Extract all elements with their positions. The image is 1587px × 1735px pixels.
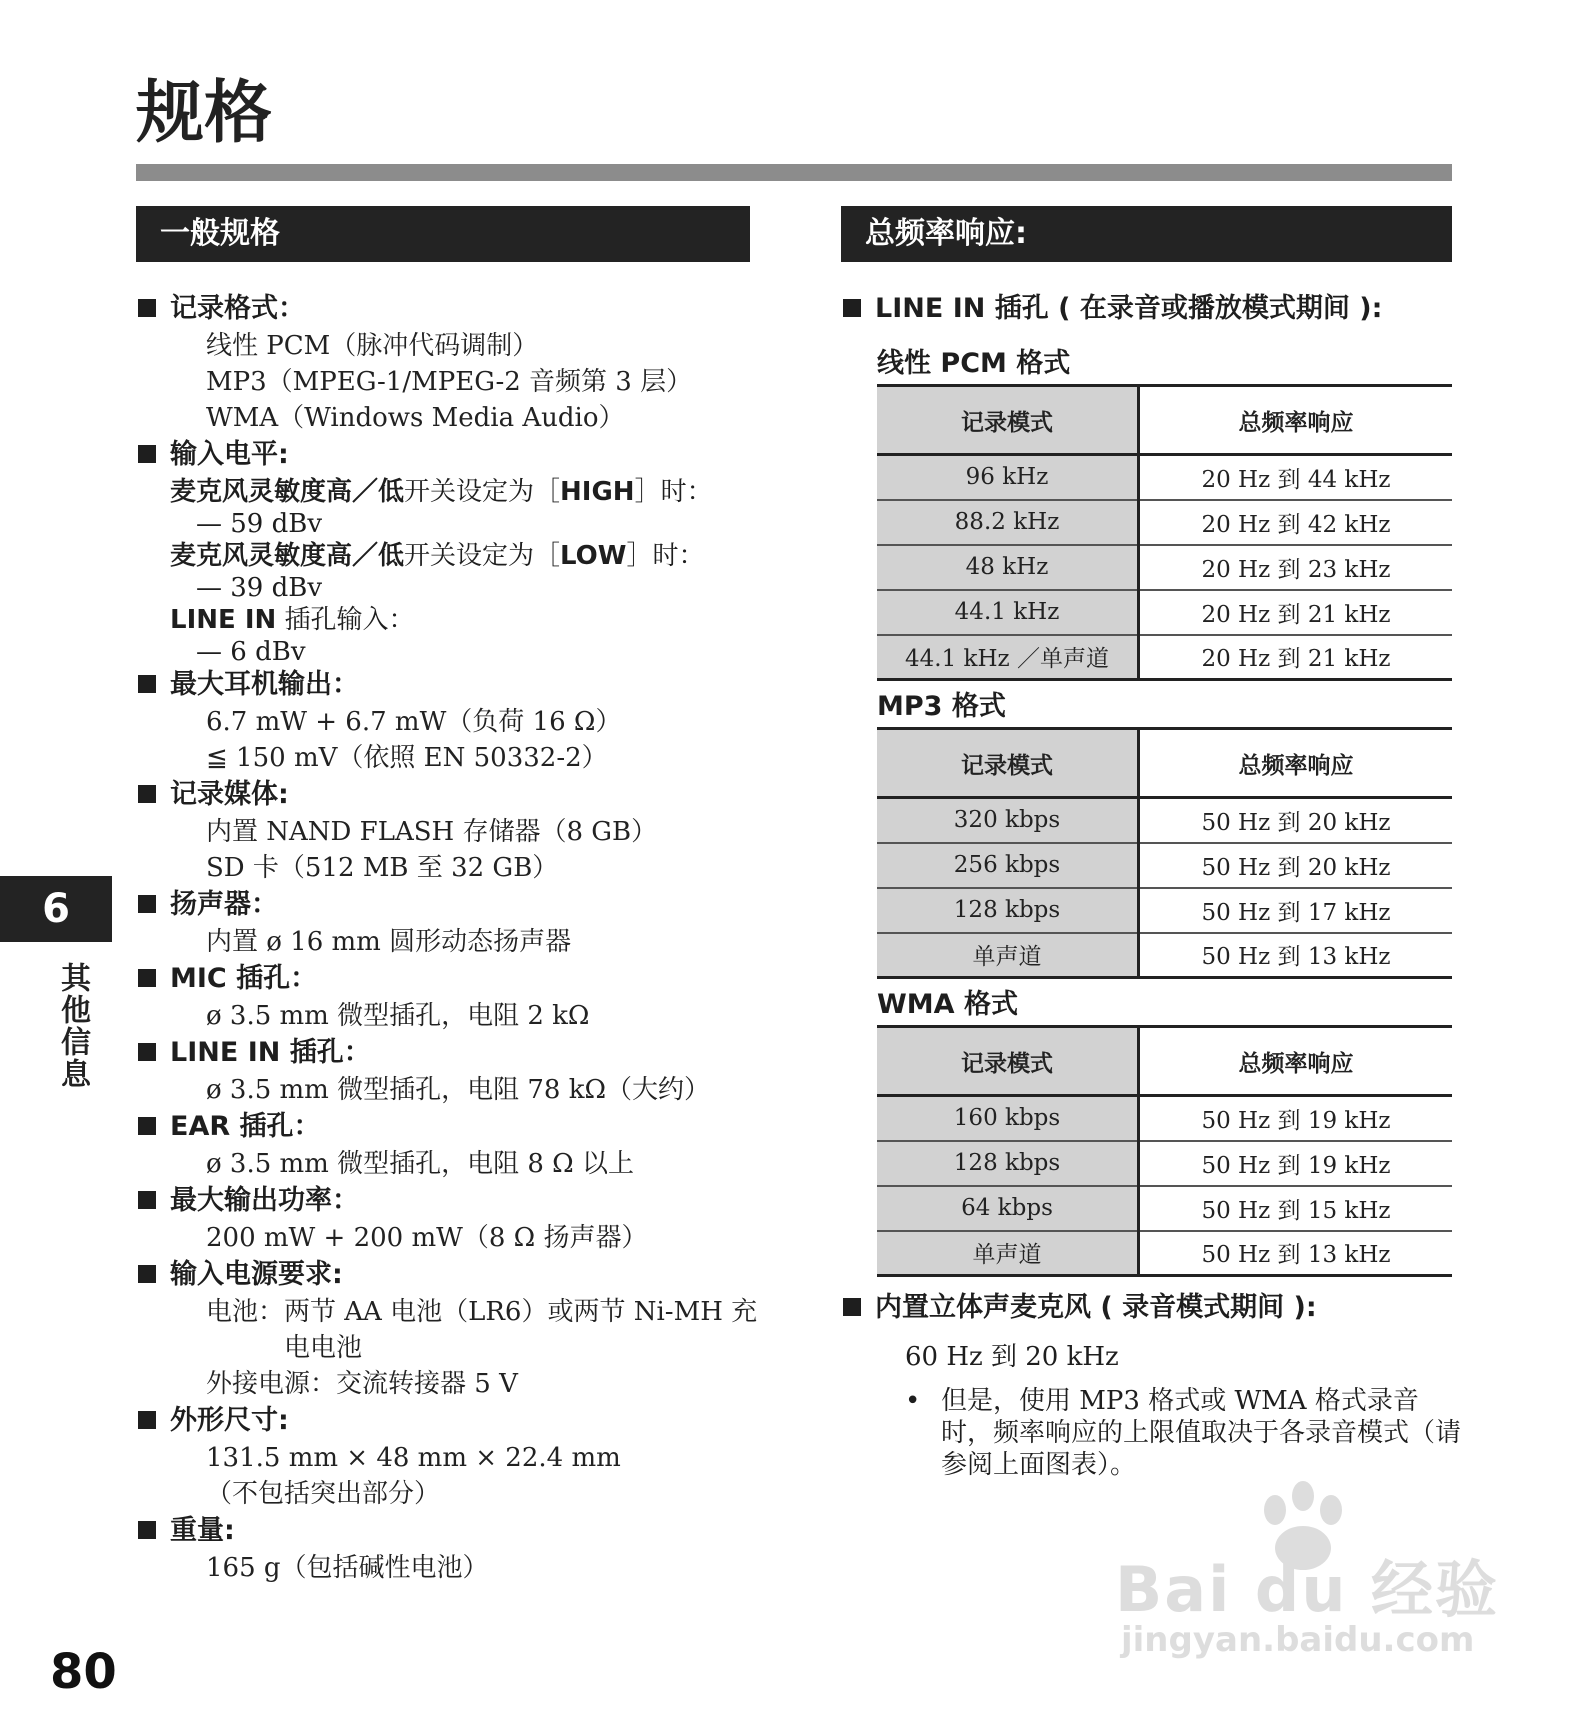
spec-weight — [136, 1512, 756, 1586]
spec-value: 电池：两节 AA 电池（LR6）或两节 Ni-MH 充 — [206, 1297, 758, 1327]
table-row: 128 kbps 50 Hz 到 19 kHz — [877, 1141, 1452, 1186]
spec-value: ø 3.5 mm 微型插孔，电阻 2 kΩ — [206, 1001, 590, 1031]
table-row: 单声道 50 Hz 到 13 kHz — [877, 1231, 1452, 1276]
line-in-heading: LINE IN 插孔 ( 在录音或播放模式期间 ): — [875, 293, 1383, 324]
bullet-square-icon — [138, 785, 156, 803]
spec-value: SD 卡（512 MB 至 32 GB） — [206, 853, 559, 883]
note — [841, 1385, 1461, 1481]
spec-mic-jack — [136, 960, 756, 1034]
spec-head: MIC 插孔： — [170, 963, 318, 994]
bullet-square-icon — [138, 1043, 156, 1061]
column-header-mode: 记录模式 — [877, 386, 1139, 455]
note-text: 但是，使用 MP3 格式或 WMA 格式录音时，频率响应的上限值取决于各录音模式（请参阅上面图表）。 — [941, 1386, 1462, 1480]
bullet-square-icon — [843, 1298, 861, 1316]
table-row: 88.2 kHz 20 Hz 到 42 kHz — [877, 500, 1452, 545]
input-level-line-label: LINE IN 插孔输入： — [170, 605, 415, 635]
spec-value: 内置 NAND FLASH 存储器（8 GB） — [206, 817, 658, 847]
baidu-watermark — [1115, 1480, 1500, 1670]
spec-head: LINE IN 插孔： — [170, 1037, 371, 1068]
spec-value: MP3（MPEG-1/MPEG-2 音频第 3 层） — [206, 367, 693, 397]
chapter-tab: 6 — [0, 876, 112, 942]
spec-ear-jack — [136, 1108, 756, 1182]
table-row: 320 kbps 50 Hz 到 20 kHz — [877, 798, 1452, 843]
spec-value: 内置 ø 16 mm 圆形动态扬声器 — [206, 927, 572, 957]
input-level-low-label: 麦克风灵敏度高／低开关设定为［LOW］时： — [170, 541, 705, 571]
page-title: 规格 — [136, 74, 273, 153]
table-row: 128 kbps 50 Hz 到 17 kHz — [877, 888, 1452, 933]
column-header-mode: 记录模式 — [877, 729, 1139, 798]
spec-head: 记录格式： — [170, 293, 305, 324]
pcm-table — [877, 384, 1452, 681]
input-level-high-value: — 59 dBv — [196, 509, 323, 539]
spec-value: ø 3.5 mm 微型插孔，电阻 78 kΩ（大约） — [206, 1075, 711, 1105]
bullet-square-icon — [138, 1411, 156, 1429]
general-spec-header: 一般规格 — [136, 206, 750, 262]
spec-value: WMA（Windows Media Audio） — [206, 403, 625, 433]
bullet-square-icon — [138, 445, 156, 463]
watermark-url: jingyan.baidu.com — [1121, 1620, 1475, 1660]
bullet-square-icon — [843, 299, 861, 317]
spec-recording-format — [136, 290, 756, 436]
table-row: 单声道 50 Hz 到 13 kHz — [877, 933, 1452, 978]
spec-head: 外形尺寸: — [170, 1405, 289, 1436]
spec-head: 扬声器： — [170, 889, 278, 920]
page-number: 80 — [50, 1644, 117, 1700]
spec-value: ø 3.5 mm 微型插孔，电阻 8 Ω 以上 — [206, 1149, 634, 1179]
bullet-dot-icon: • — [905, 1386, 921, 1416]
spec-input-level — [136, 436, 756, 666]
table-row: 256 kbps 50 Hz 到 20 kHz — [877, 843, 1452, 888]
spec-head: 重量: — [170, 1515, 235, 1546]
spec-speaker — [136, 886, 756, 960]
bullet-square-icon — [138, 1521, 156, 1539]
spec-dimensions — [136, 1402, 756, 1512]
spec-value: （不包括突出部分） — [206, 1479, 441, 1509]
spec-line-in-jack — [136, 1034, 756, 1108]
table-row: 44.1 kHz ／单声道 20 Hz 到 21 kHz — [877, 635, 1452, 680]
watermark-brand: Bai du 经验 — [1115, 1553, 1500, 1626]
spec-head: 最大输出功率： — [170, 1185, 359, 1216]
general-spec-list — [136, 290, 756, 1586]
mic-heading: 内置立体声麦克风 ( 录音模式期间 ): — [875, 1292, 1317, 1323]
mp3-format-label: MP3 格式 — [877, 691, 1006, 722]
column-header-response: 总频率响应 — [1238, 409, 1354, 436]
column-header-response: 总频率响应 — [1238, 1050, 1354, 1077]
mp3-table — [877, 727, 1452, 979]
pcm-format-label: 线性 PCM 格式 — [877, 348, 1071, 379]
table-row: 160 kbps 50 Hz 到 19 kHz — [877, 1096, 1452, 1141]
spec-head: EAR 插孔： — [170, 1111, 321, 1142]
spec-value: 131.5 mm × 48 mm × 22.4 mm — [206, 1443, 621, 1473]
frequency-response-section — [841, 290, 1462, 1481]
spec-max-output — [136, 1182, 756, 1256]
spec-head: 输入电平: — [170, 439, 289, 470]
chapter-label: 其他信息 — [55, 962, 90, 1090]
input-level-high-label: 麦克风灵敏度高／低开关设定为［HIGH］时： — [170, 477, 713, 507]
spec-head: 记录媒体: — [170, 779, 289, 810]
column-header-response: 总频率响应 — [1238, 752, 1354, 779]
bullet-square-icon — [138, 895, 156, 913]
table-row: 64 kbps 50 Hz 到 15 kHz — [877, 1186, 1452, 1231]
spec-value: 电电池 — [284, 1333, 363, 1363]
input-level-line-value: — 6 dBv — [196, 637, 306, 667]
bullet-square-icon — [138, 969, 156, 987]
bullet-square-icon — [138, 299, 156, 317]
bullet-square-icon — [138, 1265, 156, 1283]
table-row: 48 kHz 20 Hz 到 23 kHz — [877, 545, 1452, 590]
input-level-low-value: — 39 dBv — [196, 573, 323, 603]
spec-value: 6.7 mW + 6.7 mW（负荷 16 Ω） — [206, 707, 622, 737]
column-header-mode: 记录模式 — [877, 1027, 1139, 1096]
spec-power — [136, 1256, 756, 1402]
spec-headphone-output — [136, 666, 756, 776]
spec-value: ≦ 150 mV（依照 EN 50332-2） — [206, 743, 608, 773]
title-rule — [136, 164, 1452, 181]
spec-head: 输入电源要求: — [170, 1259, 343, 1290]
bullet-square-icon — [138, 1117, 156, 1135]
bullet-square-icon — [138, 1191, 156, 1209]
spec-head: 最大耳机输出： — [170, 669, 359, 700]
spec-value: 165 g（包括碱性电池） — [206, 1553, 489, 1583]
frequency-response-header: 总频率响应: — [841, 206, 1452, 262]
mic-response-value: 60 Hz 到 20 kHz — [905, 1342, 1119, 1372]
spec-value: 200 mW + 200 mW（8 Ω 扬声器） — [206, 1223, 648, 1253]
bullet-square-icon — [138, 675, 156, 693]
wma-table — [877, 1025, 1452, 1277]
wma-format-label: WMA 格式 — [877, 989, 1018, 1020]
spec-value: 外接电源：交流转接器 5 V — [206, 1369, 518, 1399]
spec-value: 线性 PCM（脉冲代码调制） — [206, 331, 539, 361]
table-row: 96 kHz 20 Hz 到 44 kHz — [877, 455, 1452, 500]
spec-recording-media — [136, 776, 756, 886]
table-row: 44.1 kHz 20 Hz 到 21 kHz — [877, 590, 1452, 635]
